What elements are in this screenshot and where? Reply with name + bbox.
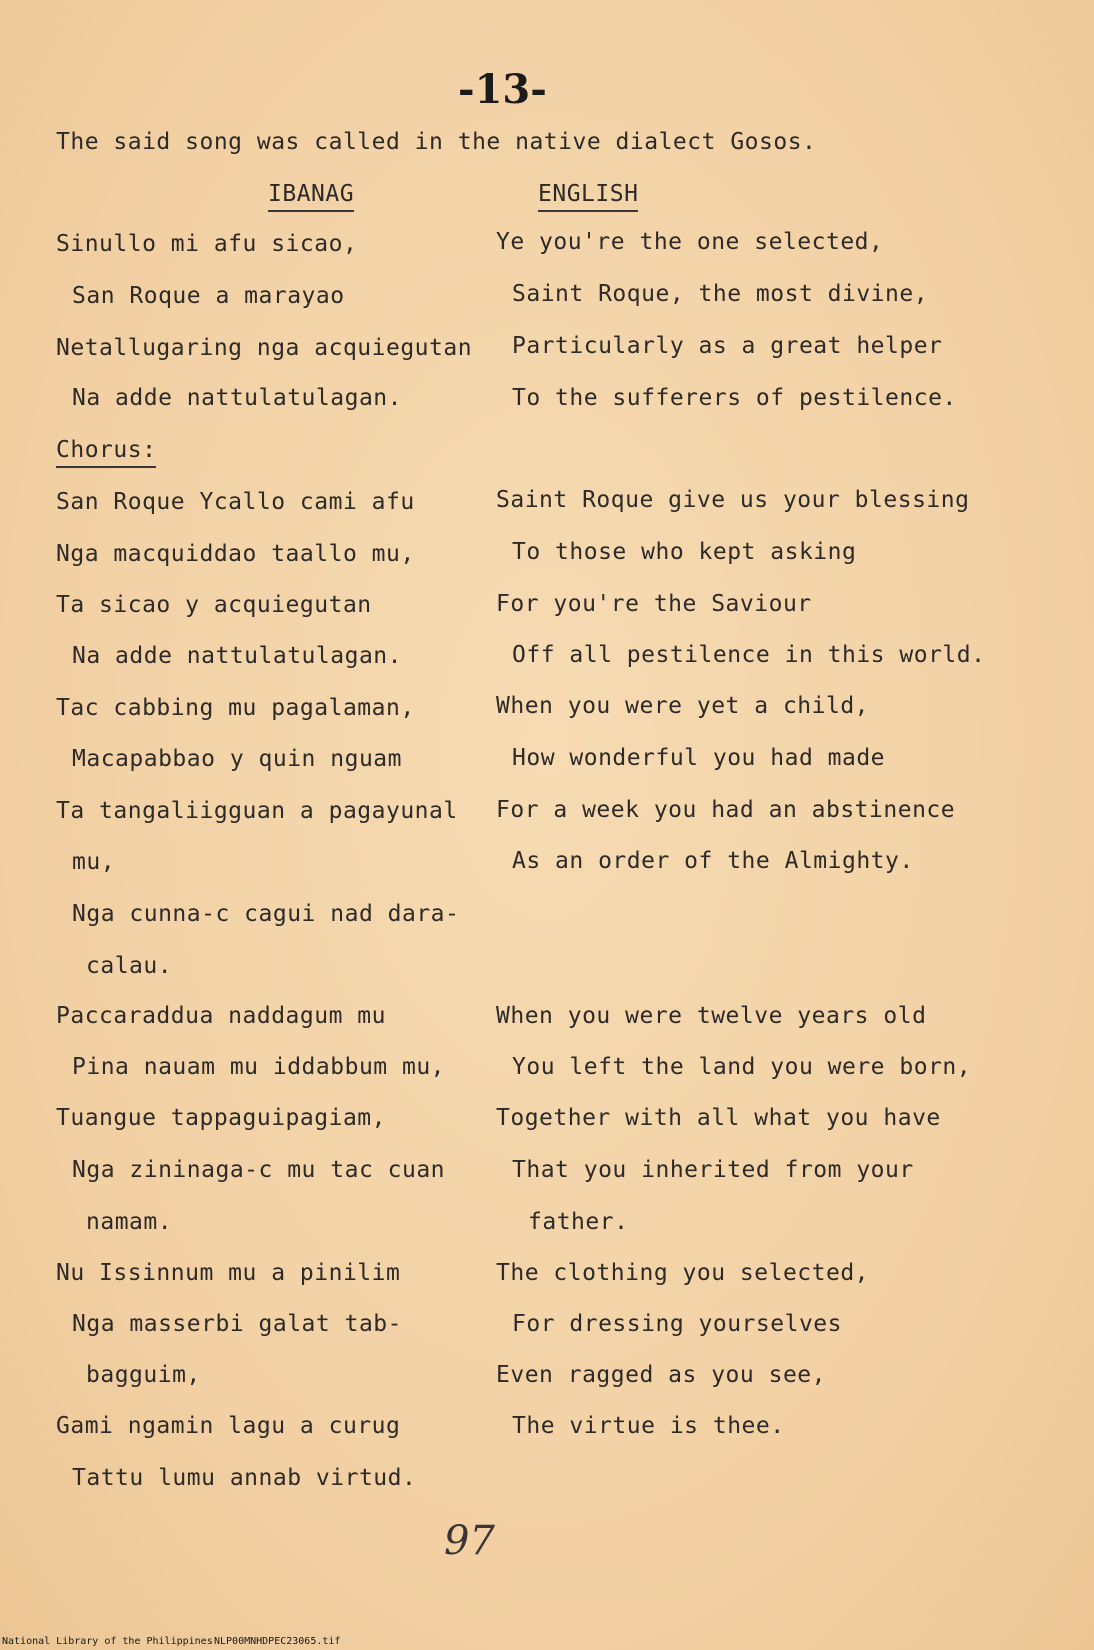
stanza1-english-line: Saint Roque, the most divine, bbox=[512, 281, 929, 307]
stanza1-ibanag-line: Na adde nattulatulagan. bbox=[72, 385, 402, 411]
chorus-english-line: To those who kept asking bbox=[512, 539, 857, 565]
chorus-english-line: Off all pestilence in this world. bbox=[512, 642, 986, 668]
stanza3-ibanag-line: Pina nauam mu iddabbum mu, bbox=[72, 1054, 446, 1080]
stanza1-english-line: Particularly as a great helper bbox=[512, 333, 943, 359]
stanza1-english-line: Ye you're the one selected, bbox=[496, 229, 884, 255]
stanza3-ibanag-line: Tuangue tappaguipagiam, bbox=[56, 1105, 386, 1131]
chorus-english-line: For you're the Saviour bbox=[496, 591, 812, 617]
handwritten-page-number: 97 bbox=[444, 1518, 495, 1564]
page-number: -13- bbox=[458, 66, 547, 113]
stanza4-english-line: The clothing you selected, bbox=[496, 1260, 870, 1286]
chorus-ibanag-line: San Roque Ycallo cami afu bbox=[56, 489, 415, 515]
stanza4-english-line: The virtue is thee. bbox=[512, 1413, 785, 1439]
chorus-ibanag-line: Na adde nattulatulagan. bbox=[72, 643, 402, 669]
footer-library: National Library of the Philippines bbox=[2, 1636, 213, 1647]
stanza2-ibanag-line: Ta tangaliigguan a pagayunal bbox=[56, 798, 458, 824]
header-english: ENGLISH bbox=[538, 180, 638, 212]
chorus-english-line: Saint Roque give us your blessing bbox=[496, 487, 970, 513]
stanza3-english-line: father. bbox=[528, 1209, 629, 1235]
stanza3-ibanag-line: Nga zininaga-c mu tac cuan bbox=[72, 1157, 446, 1183]
stanza4-english-line: For dressing yourselves bbox=[512, 1311, 842, 1337]
stanza3-english-line: Together with all what you have bbox=[496, 1105, 941, 1131]
stanza2-english-line: For a week you had an abstinence bbox=[496, 797, 956, 823]
header-ibanag: IBANAG bbox=[268, 180, 354, 212]
footer-filename: NLP00MNHDPEC23065.tif bbox=[214, 1636, 341, 1647]
stanza1-english-line: To the sufferers of pestilence. bbox=[512, 385, 957, 411]
stanza4-english-line: Even ragged as you see, bbox=[496, 1362, 826, 1388]
intro-line: The said song was called in the native dialect Gosos. bbox=[56, 129, 817, 155]
stanza2-ibanag-line: Nga cunna-c cagui nad dara- bbox=[72, 901, 460, 927]
chorus-ibanag-line: Nga macquiddao taallo mu, bbox=[56, 541, 415, 567]
stanza3-ibanag-line: Paccaraddua naddagum mu bbox=[56, 1003, 386, 1029]
stanza3-english-line: That you inherited from your bbox=[512, 1157, 914, 1183]
stanza1-ibanag-line: Netallugaring nga acquiegutan bbox=[56, 335, 473, 361]
stanza3-english-line: You left the land you were born, bbox=[512, 1054, 972, 1080]
stanza2-ibanag-line: mu, bbox=[72, 849, 116, 875]
stanza2-ibanag-line: calau. bbox=[86, 953, 173, 979]
stanza1-ibanag-line: Sinullo mi afu sicao, bbox=[56, 231, 358, 257]
stanza4-ibanag-line: Tattu lumu annab virtud. bbox=[72, 1465, 417, 1491]
stanza3-english-line: When you were twelve years old bbox=[496, 1003, 927, 1029]
stanza2-english-line: How wonderful you had made bbox=[512, 745, 886, 771]
chorus-ibanag-line: Ta sicao y acquiegutan bbox=[56, 592, 372, 618]
chorus-label: Chorus: bbox=[56, 436, 156, 468]
stanza3-ibanag-line: namam. bbox=[86, 1209, 173, 1235]
stanza1-ibanag-line: San Roque a marayao bbox=[72, 283, 345, 309]
stanza4-ibanag-line: Nu Issinnum mu a pinilim bbox=[56, 1260, 401, 1286]
stanza4-ibanag-line: bagguim, bbox=[86, 1362, 201, 1388]
stanza2-english-line: When you were yet a child, bbox=[496, 693, 870, 719]
stanza4-ibanag-line: Nga masserbi galat tab- bbox=[72, 1311, 402, 1337]
stanza2-english-line: As an order of the Almighty. bbox=[512, 848, 914, 874]
stanza2-ibanag-line: Macapabbao y quin nguam bbox=[72, 746, 402, 772]
stanza4-ibanag-line: Gami ngamin lagu a curug bbox=[56, 1413, 401, 1439]
stanza2-ibanag-line: Tac cabbing mu pagalaman, bbox=[56, 695, 415, 721]
